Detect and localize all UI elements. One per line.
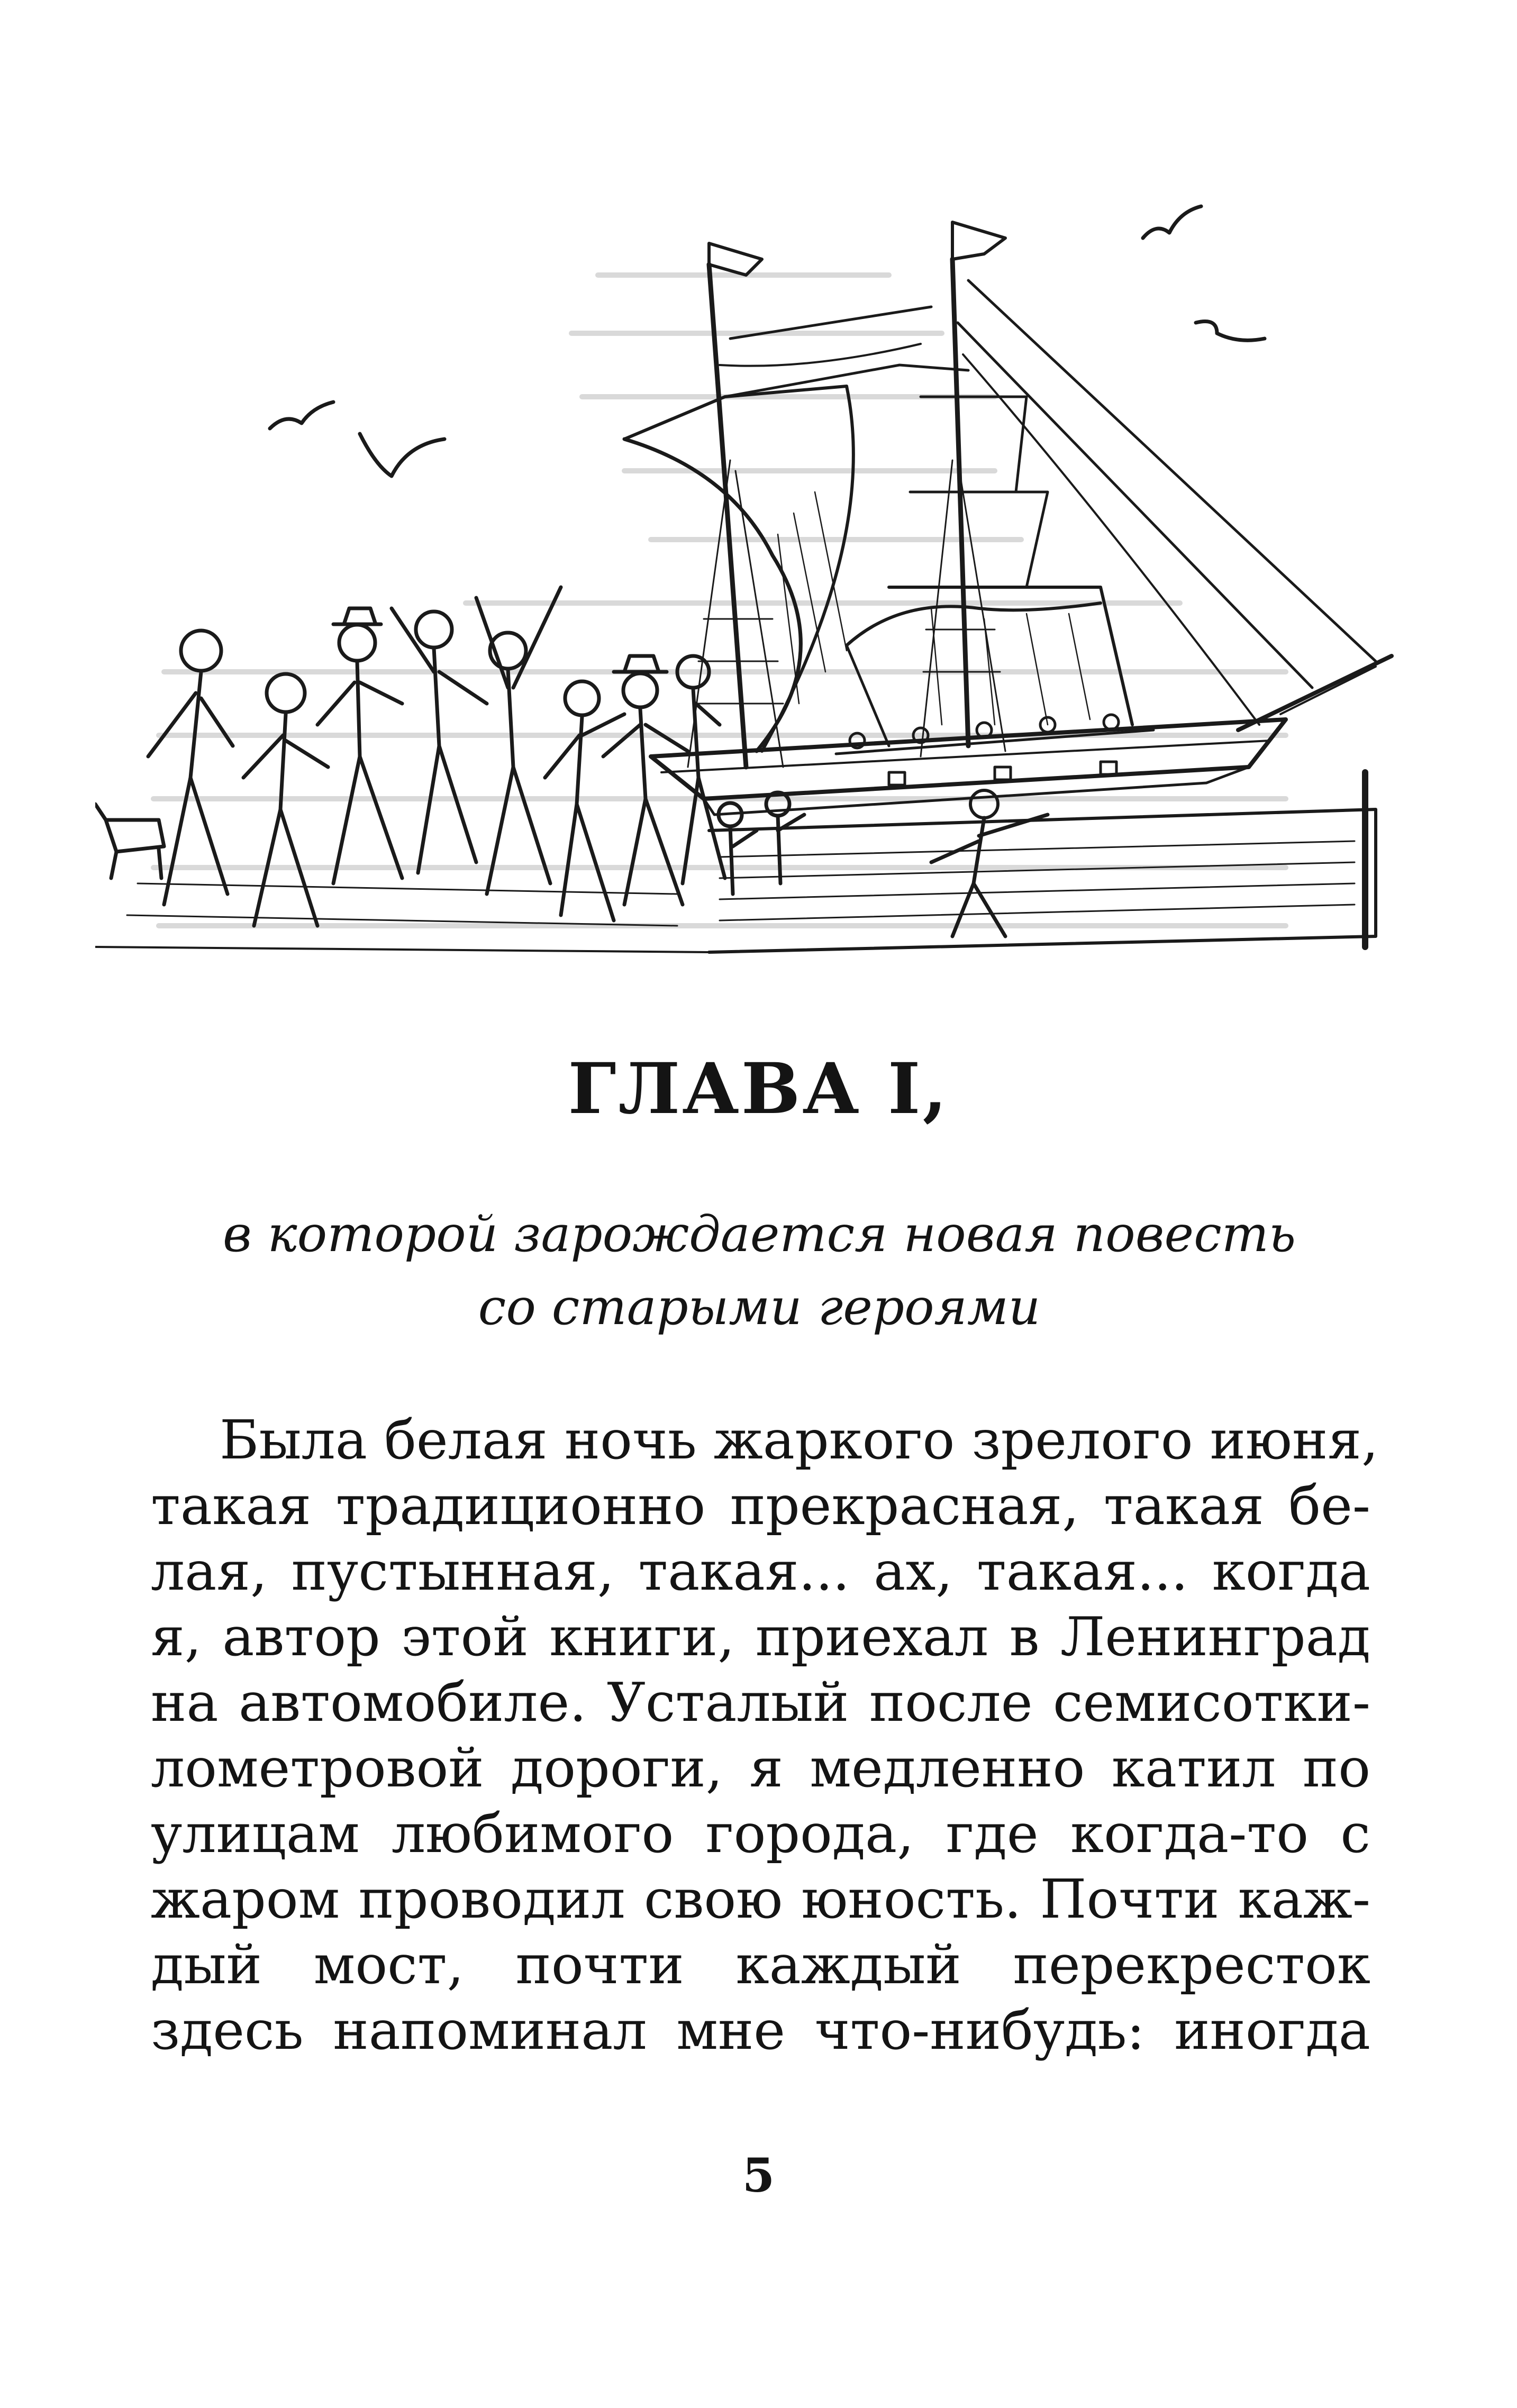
ship-illustration bbox=[95, 196, 1407, 1000]
body-text-line: лая, пустынная, такая... ах, такая... когда bbox=[151, 1540, 1370, 1602]
body-text-line: лометровой дороги, я медленно катил по bbox=[151, 1737, 1370, 1799]
body-text-line: улицам любимого города, где когда-то с bbox=[151, 1802, 1370, 1865]
body-text-line: дый мост, почти каждый перекресток bbox=[151, 1933, 1370, 1996]
waving-crowd bbox=[95, 587, 804, 952]
chapter-title: ГЛАВА I, bbox=[568, 1048, 949, 1130]
body-text-line: на автомобиле. Усталый после семисотки- bbox=[151, 1671, 1370, 1734]
body-text-line: Была белая ночь жаркого зрелого июня, bbox=[220, 1409, 1379, 1471]
page-number: 5 bbox=[742, 2148, 775, 2203]
chapter-subtitle-line: в которой зарождается новая повесть bbox=[222, 1206, 1296, 1263]
body-text-line: здесь напоминал мне что-нибудь: иногда bbox=[151, 1999, 1370, 2062]
chapter-subtitle-line: со старыми героями bbox=[478, 1279, 1041, 1336]
bleed-through-text bbox=[153, 275, 1286, 926]
chapter-subtitle bbox=[159, 1198, 1360, 1344]
seagulls bbox=[270, 206, 1265, 476]
sailing-ship bbox=[624, 222, 1392, 815]
body-paragraph bbox=[151, 1407, 1379, 2063]
body-text-line: я, автор этой книги, приехал в Ленинград bbox=[151, 1606, 1370, 1668]
body-text-line: жаром проводил свою юность. Почти каж- bbox=[151, 1868, 1370, 1930]
body-text-line: такая традиционно прекрасная, такая бе- bbox=[151, 1474, 1370, 1537]
